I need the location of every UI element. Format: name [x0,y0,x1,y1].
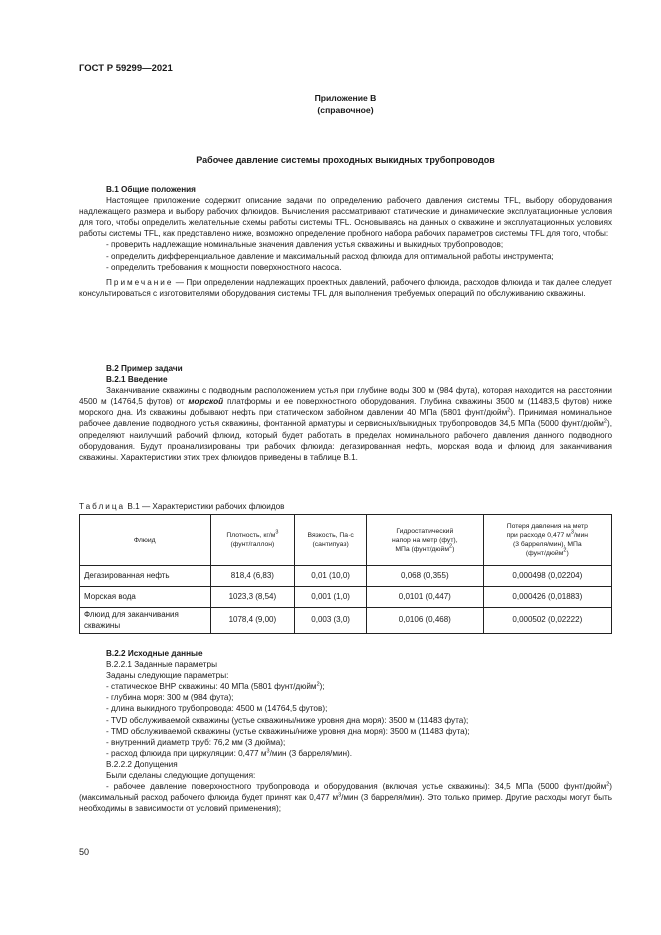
params-intro: Заданы следующие параметры: [106,671,229,681]
cell-loss: 0,000502 (0,02222) [483,608,611,634]
section-b1 [79,184,612,299]
cell-fluid: Морская вода [80,587,211,608]
section-b222-heading: В.2.2.2 Допущения [106,759,178,769]
col-hydrostatic-head: Гидростатический напор на метр (фут), МПа (фунт/дюйм$^2$) [367,515,484,566]
section-b22-heading: В.2.2 Исходные данные [106,649,203,658]
annex-heading [0,93,661,116]
section-b21-heading: В.2.1 Введение [106,375,168,385]
cell-head: 0,068 (0,355) [367,566,484,587]
col-fluid: Флюид [80,515,211,566]
list-item: - глубина моря: 300 м (984 фута); [106,693,234,703]
cell-fluid: Дегазированная нефть [80,566,211,587]
cell-viscosity: 0,001 (1,0) [295,587,367,608]
note-label: Примечание [106,277,174,287]
annex-title: Приложение В [314,93,377,103]
section-b1-paragraph: Настоящее приложение содержит описание задачи по определению рабочего давления системы TFL, выбору оборудования надлежащего размера и выбору рабочих флюидов. Вычисления рассматривают статические и динамические эксплуатационные условия для того, чтобы определить желательные схемы работы системы TFL. Основываясь на данных о скважине и эксплуатационных условиях работы системы TFL, как представлено ниже, возможно определение пробного набора рабочих параметров системы TFL для того, чтобы: [79,196,612,239]
list-item: - TMD обслуживаемой скважины (устье скважины/ниже уровня дна моря): 3500 м (11483 фута); [106,726,470,736]
list-item: - рабочее давление поверхностного трубопровода и оборудования (включая устье скважины): 34,5 МПа (5000 фунт/дюйм$^2$) (максимальный расход рабочего флюида будет принят как 0,477 $м^3$/мин (3 барреля/мин). Это только пример. Другие расходы могут быть необходимы в зависимости от условий применения); [79,781,613,814]
cell-density: 818,4 (6,83) [210,566,295,587]
list-item: - внутренний диаметр труб: 76,2 мм (3 дюйма); [106,737,286,747]
table-row [80,608,612,634]
list-item: - TVD обслуживаемой скважины (устье скважины/ниже уровня дна моря): 3500 м (11483 фута); [106,715,469,725]
assumptions-intro: Были сделаны следующие допущения: [106,771,256,781]
table-row [80,587,612,608]
cell-loss: 0,000426 (0,01883) [483,587,611,608]
fluids-table [79,514,612,634]
list-item: - определить требования к мощности поверхностного насоса. [106,262,342,272]
col-pressure-loss: Потеря давления на метр при расходе 0,477 $м^3$/мин (3 барреля/мин), МПа (фунт/дюйм$^2$) [483,515,611,566]
col-viscosity: Вязкость, Па·с (сантипуаз) [295,515,367,566]
table-caption: Таблица В.1 — Характеристики рабочих флюидов [79,502,285,511]
cell-head: 0,0101 (0,447) [367,587,484,608]
list-item: - определить дифференциальное давление и максимальный расход флюида для оптимальной работы инструмента; [106,251,554,261]
section-b21-paragraph: Заканчивание скважины с подводным расположением устья при глубине воды 300 м (984 фута), которая находится на расстоянии 4500 м (14764,5 футов) от морской платформы и ее поверхностного оборудования. Глубина скважины 3500 м (11483,5 футов) ниже морского дна. Из скважины добывают нефть при статическом забойном давлении 40 МПа (5801 фунт/дюйм$^2$). Принимая номинальное рабочее давление подводного устья скважины, фонтанной арматуры и сервисных/выкидных трубопроводов 34,5 МПа (5000 фунт/дюйм$^2$), определяют наилучший рабочий флюид, который будет работать в пределах номинального рабочего давления данного подводного оборудования. Будут проанализированы три рабочих флюида: дегазированная нефть, морская вода и флюид для заканчивания скважины. Характеристики этих трех флюидов приведены в таблице В.1. [79,386,612,462]
section-b1-note [79,277,612,299]
list-item: - длина выкидного трубопровода: 4500 м (14764,5 футов); [106,704,328,714]
cell-loss: 0,000498 (0,02204) [483,566,611,587]
cell-fluid: Флюид для заканчивания скважины [80,608,211,634]
cell-density: 1078,4 (9,00) [210,608,295,634]
section-b1-heading: В.1 Общие положения [106,185,196,194]
list-item: - расход флюида при циркуляции: 0,477 $м^3$/мин (3 барреля/мин). [106,748,353,758]
list-item: - статическое ВНР скважины: 40 МПа (5801 фунт/дюйм$^2$); [106,681,325,692]
list-item: - проверить надлежащие номинальные значения давления устья скважины и выкидных трубопроводов; [106,240,504,250]
note-text: — При определении надлежащих проектных давлений, рабочего флюида, расходов флюида и так далее следует консультироваться с изготовителями оборудования системы TFL для выполнения требуемых операций по обслуживанию скважины. [79,277,612,298]
cell-viscosity: 0,01 (10,0) [295,566,367,587]
table-row [80,566,612,587]
page-number: 50 [79,847,90,857]
cell-viscosity: 0,003 (3,0) [295,608,367,634]
section-b221-heading: В.2.2.1 Заданные параметры [106,660,217,670]
cell-head: 0,0106 (0,468) [367,608,484,634]
annex-note: (справочное) [317,104,374,115]
annex-main-title: Рабочее давление системы проходных выкидных трубопроводов [196,155,495,165]
cell-density: 1023,3 (8,54) [210,587,295,608]
col-density: Плотность, $кг/м^3$ (фунт/галлон) [210,515,295,566]
section-b2-heading: В.2 Пример задачи [106,364,183,373]
section-b22 [79,648,612,814]
section-b2 [79,363,612,463]
standard-code: ГОСТ Р 59299—2021 [79,63,173,74]
table-header-row [80,515,612,566]
